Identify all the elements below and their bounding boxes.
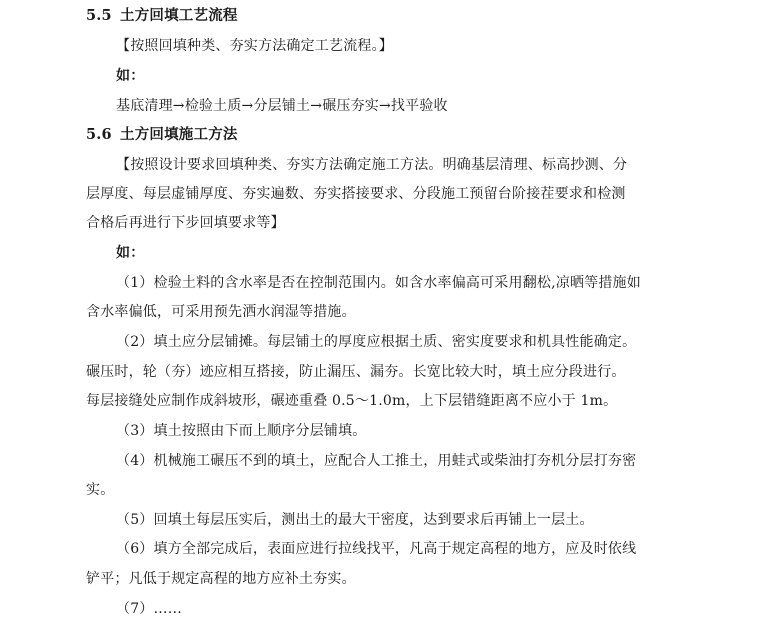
list-item-line: （7）…… bbox=[116, 601, 182, 617]
list-item-line: （6）填方全部完成后，表面应进行拉线找平，凡高于规定高程的地方，应及时依线 bbox=[116, 541, 637, 557]
list-item-line: （5）回填土每层压实后，测出土的最大干密度，达到要求后再铺上一层土。 bbox=[116, 512, 594, 528]
instruction-line: 层厚度、每层虚铺厚度、夯实遍数、夯实搭接要求、分段施工预留台阶接茬要求和检测 bbox=[86, 186, 626, 202]
list-item-line: 每层接缝处应制作成斜坡形，碾迹重叠 0.5～1.0m，上下层错缝距离不应小于 1m。 bbox=[86, 393, 618, 409]
example-label: 如： bbox=[116, 68, 145, 84]
list-item-line: 碾压时，轮（夯）迹应相互搭接，防止漏压、漏夯。长宽比较大时，填土应分段进行。 bbox=[86, 364, 626, 380]
section-number: 5.6 bbox=[86, 126, 112, 143]
list-item-line: 实。 bbox=[86, 482, 115, 498]
instruction-line: 合格后再进行下步回填要求等】 bbox=[86, 215, 285, 231]
list-item-line: （4）机械施工碾压不到的填土，应配合人工推土，用蛙式或柴油打夯机分层打夯密 bbox=[116, 453, 637, 469]
section-heading-5-6 bbox=[86, 125, 238, 145]
example-label: 如： bbox=[116, 245, 145, 261]
list-item-line: （1）检验土料的含水率是否在控制范围内。如含水率偏高可采用翻松,凉晒等措施如 bbox=[116, 275, 641, 291]
section-heading-5-5 bbox=[86, 6, 238, 26]
section-instruction: 【按照回填种类、夯实方法确定工艺流程。】 bbox=[116, 38, 393, 54]
section-title: 土方回填施工方法 bbox=[120, 126, 238, 143]
list-item-line: （3）填土按照由下而上顺序分层铺填。 bbox=[116, 423, 367, 439]
section-number: 5.5 bbox=[86, 7, 112, 24]
instruction-line: 【按照设计要求回填种类、夯实方法确定施工方法。明确基层清理、标高抄测、分 bbox=[116, 157, 628, 173]
process-flow: 基底清理→检验土质→分层铺土→碾压夯实→找平验收 bbox=[116, 98, 448, 114]
list-item-line: 铲平；凡低于规定高程的地方应补土夯实。 bbox=[86, 571, 356, 587]
list-item-line: （2）填土应分层铺摊。每层铺土的厚度应根据土质、密实度要求和机具性能确定。 bbox=[116, 334, 637, 350]
list-item-line: 含水率偏低，可采用预先洒水润湿等措施。 bbox=[86, 304, 356, 320]
section-title: 土方回填工艺流程 bbox=[120, 7, 238, 24]
